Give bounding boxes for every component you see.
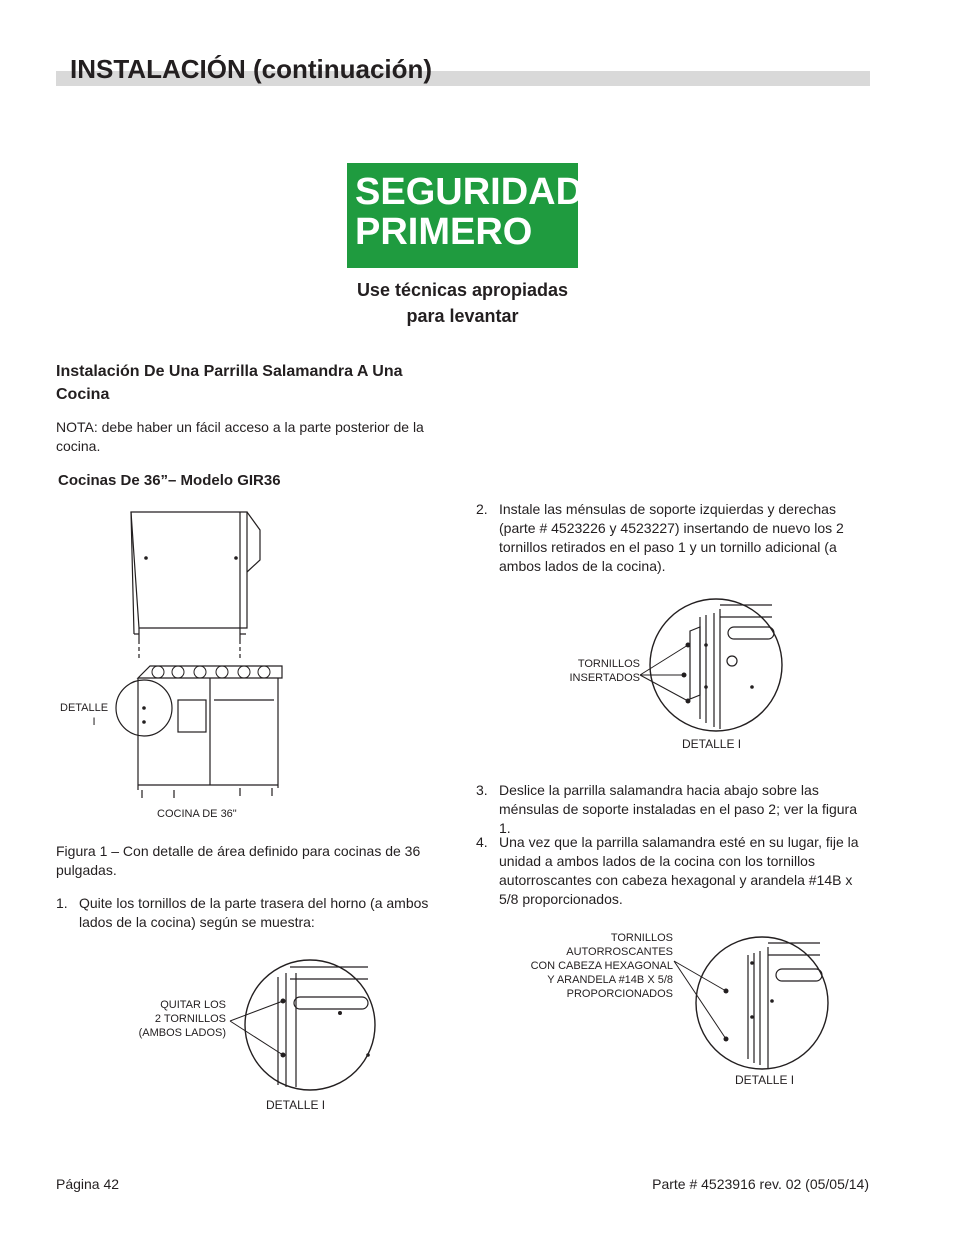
figure-1-range-diagram [50,500,310,820]
detail-step4-diagram [690,935,840,1075]
detail-step1-label [132,998,226,1040]
figure-1-detail-label [60,701,108,729]
page-title: INSTALACIÓN (continuación) [70,54,433,84]
detail-label-word: DETALLE [60,702,109,714]
step-2 [476,500,856,580]
detail-step4-caption: DETALLE I [735,1073,795,1087]
page-number: Página 42 [56,1176,120,1192]
note-text: NOTA: debe haber un fácil acceso a la parte posterior de la cocina. [56,419,424,454]
detail-step1-diagram [228,955,378,1095]
step-number: 4. [476,834,488,850]
step-number: 1. [56,895,68,911]
label-line: Y ARANDELA #14B X 5/8 [547,974,673,986]
step-1 [56,894,436,934]
step-number: 3. [476,782,488,798]
detail-step2-caption: DETALLE I [682,737,742,751]
section-heading: Instalación De Una Parrilla Salamandra A Una Cocina [56,363,403,403]
detail-step2-diagram [640,595,790,735]
model-subheading: Cocinas De 36”– Modelo GIR36 [58,472,281,489]
safety-line-1: SEGURIDAD [355,171,584,213]
label-line: CON CABEZA HEXAGONAL [530,960,673,972]
detail-step4-label [500,931,673,1001]
step-number: 2. [476,501,488,517]
part-number: Parte # 4523916 rev. 02 (05/05/14) [652,1176,869,1192]
step-4 [476,833,859,913]
label-line: INSERTADOS [569,672,640,684]
detail-step2-label [560,657,640,685]
safety-subtitle-line-1: Use técnicas apropiadas [356,280,569,300]
detail-step1-caption: DETALLE I [266,1098,326,1112]
label-line: TORNILLOS [610,932,673,944]
safety-first-banner [347,163,584,268]
safety-subtitle-line-2: para levantar [406,306,519,326]
step-text: Una vez que la parrilla salamandra esté en su lugar, fije la unidad a ambos lados de la cocina con los tornillos autorroscantes con cabeza hexagonal y arandela #14B x 5/8 proporcionados. [499,834,859,907]
safety-line-2: PRIMERO [355,211,533,253]
label-line: 2 TORNILLOS [154,1013,226,1025]
step-3 [476,781,857,836]
label-line: AUTORROSCANTES [566,946,673,958]
detail-label-letter: I [92,716,96,728]
label-line: (AMBOS LADOS) [138,1027,226,1039]
step-text: Quite los tornillos de la parte trasera del horno (a ambos lados de la cocina) según se muestra: [79,895,429,930]
label-line: PROPORCIONADOS [566,988,673,1000]
safety-subtitle [347,277,578,329]
label-line: TORNILLOS [577,658,640,670]
figure-1-caption: Figura 1 – Con detalle de área definido para cocinas de 36 pulgadas. [56,843,421,878]
step-text: Deslice la parrilla salamandra hacia abajo sobre las ménsulas de soporte instaladas en el paso 2; ver la figura 1. [499,782,857,836]
range-label: COCINA DE 36" [157,808,237,820]
step-text: Instale las ménsulas de soporte izquierdas y derechas (parte # 4523226 y 4523227) insertando de nuevo los 2 tornillos retirados en el paso 1 y un tornillo adicional (a ambos lados de la cocina). [499,501,844,574]
label-line: QUITAR LOS [160,999,226,1011]
